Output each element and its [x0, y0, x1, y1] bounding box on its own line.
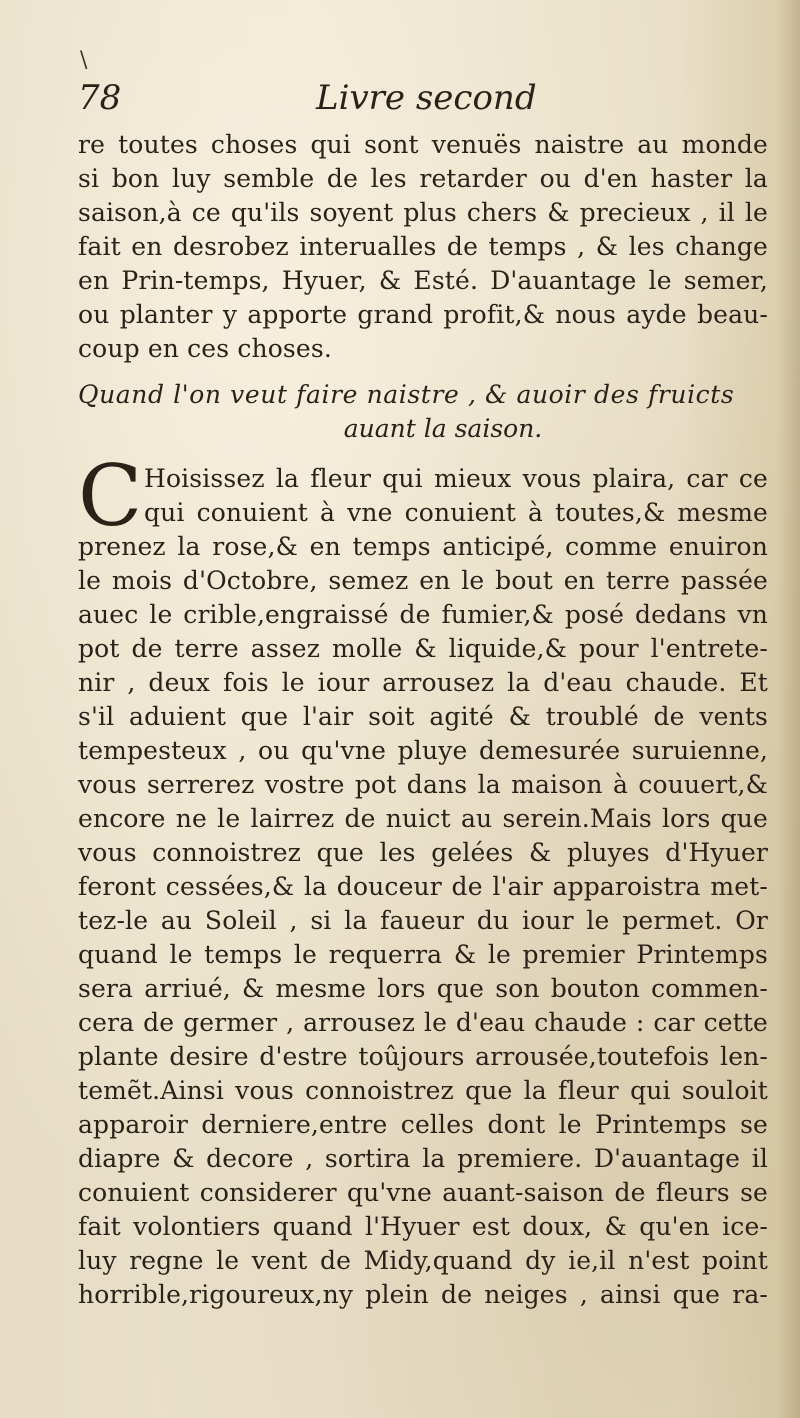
text-line: fait en desrobez interualles de temps , & les change [78, 232, 768, 261]
text-line: saison,à ce qu'ils soyent plus chers & precieux , il le [78, 198, 768, 227]
text-line: re toutes choses qui sont venuës naistre au monde [78, 130, 768, 159]
section-heading [78, 378, 768, 446]
text-line: Hoisissez la fleur qui mieux vous plaira, car ce [144, 464, 768, 493]
text-line: nir , deux fois le iour arrousez la d'eau chaude. Et [78, 668, 768, 697]
text-line: s'il aduient que l'air soit agité & troublé de vents [78, 702, 768, 731]
text-line: le mois d'Octobre, semez en le bout en terre passée [78, 566, 768, 595]
text-line: en Prin-temps, Hyuer, & Esté. D'auantage le semer, [78, 266, 768, 295]
drop-capital: C [78, 447, 143, 545]
text-line: prenez la rose,& en temps anticipé, comme enuiron [78, 532, 768, 561]
stray-ink-mark: \ [80, 48, 88, 73]
text-line: fait volontiers quand l'Hyuer est doux, & qu'en ice- [78, 1212, 768, 1241]
running-head [78, 78, 768, 122]
text-line: temẽt.Ainsi vous connoistrez que la fleur qui souloit [78, 1076, 768, 1105]
text-line: qui conuient à vne conuient à toutes,& mesme [144, 498, 768, 527]
paragraph-continued [78, 128, 768, 366]
text-line: horrible,rigoureux,ny plein de neiges , ainsi que ra- [78, 1280, 768, 1309]
page-edge-shadow [778, 0, 800, 1418]
running-title: Livre second [316, 78, 537, 118]
text-line: plante desire d'estre toûjours arrousée,toutefois len- [78, 1042, 768, 1071]
text-line: si bon luy semble de les retarder ou d'en haster la [78, 164, 768, 193]
text-line: pot de terre assez molle & liquide,& pour l'entrete- [78, 634, 768, 663]
text-line: encore ne le lairrez de nuict au serein.Mais lors que [78, 804, 768, 833]
text-line: tempesteux , ou qu'vne pluye demesurée suruienne, [78, 736, 768, 765]
section-heading-line: Quand l'on veut faire naistre , & auoir des fruicts [78, 380, 735, 409]
text-line: coup en ces choses. [78, 334, 332, 363]
text-line: luy regne le vent de Midy,quand dy ie,il n'est point [78, 1246, 768, 1275]
text-line: vous serrerez vostre pot dans la maison à couuert,& [78, 770, 768, 799]
text-line: auec le crible,engraissé de fumier,& posé dedans vn [78, 600, 768, 629]
text-line: tez-le au Soleil , si la faueur du iour le permet. Or [78, 906, 768, 935]
text-line: ou planter y apporte grand profit,& nous ayde beau- [78, 300, 768, 329]
dropcap-indented-lines [78, 462, 768, 530]
paragraph-main [78, 447, 768, 1312]
text-line: sera arriué, & mesme lors que son bouton commen- [78, 974, 768, 1003]
text-line: quand le temps le requerra & le premier Printemps [78, 940, 768, 969]
text-line: cera de germer , arrousez le d'eau chaude : car cette [78, 1008, 768, 1037]
page-number: 78 [78, 78, 122, 118]
text-line: conuient considerer qu'vne auant-saison de fleurs se [78, 1178, 768, 1207]
text-line: feront cessées,& la douceur de l'air apparoistra met- [78, 872, 768, 901]
text-line: vous connoistrez que les gelées & pluyes d'Hyuer [78, 838, 768, 867]
section-heading-line: auant la saison. [343, 414, 543, 443]
text-line: diapre & decore , sortira la premiere. D'auantage il [78, 1144, 768, 1173]
text-line: apparoir derniere,entre celles dont le Printemps se [78, 1110, 768, 1139]
